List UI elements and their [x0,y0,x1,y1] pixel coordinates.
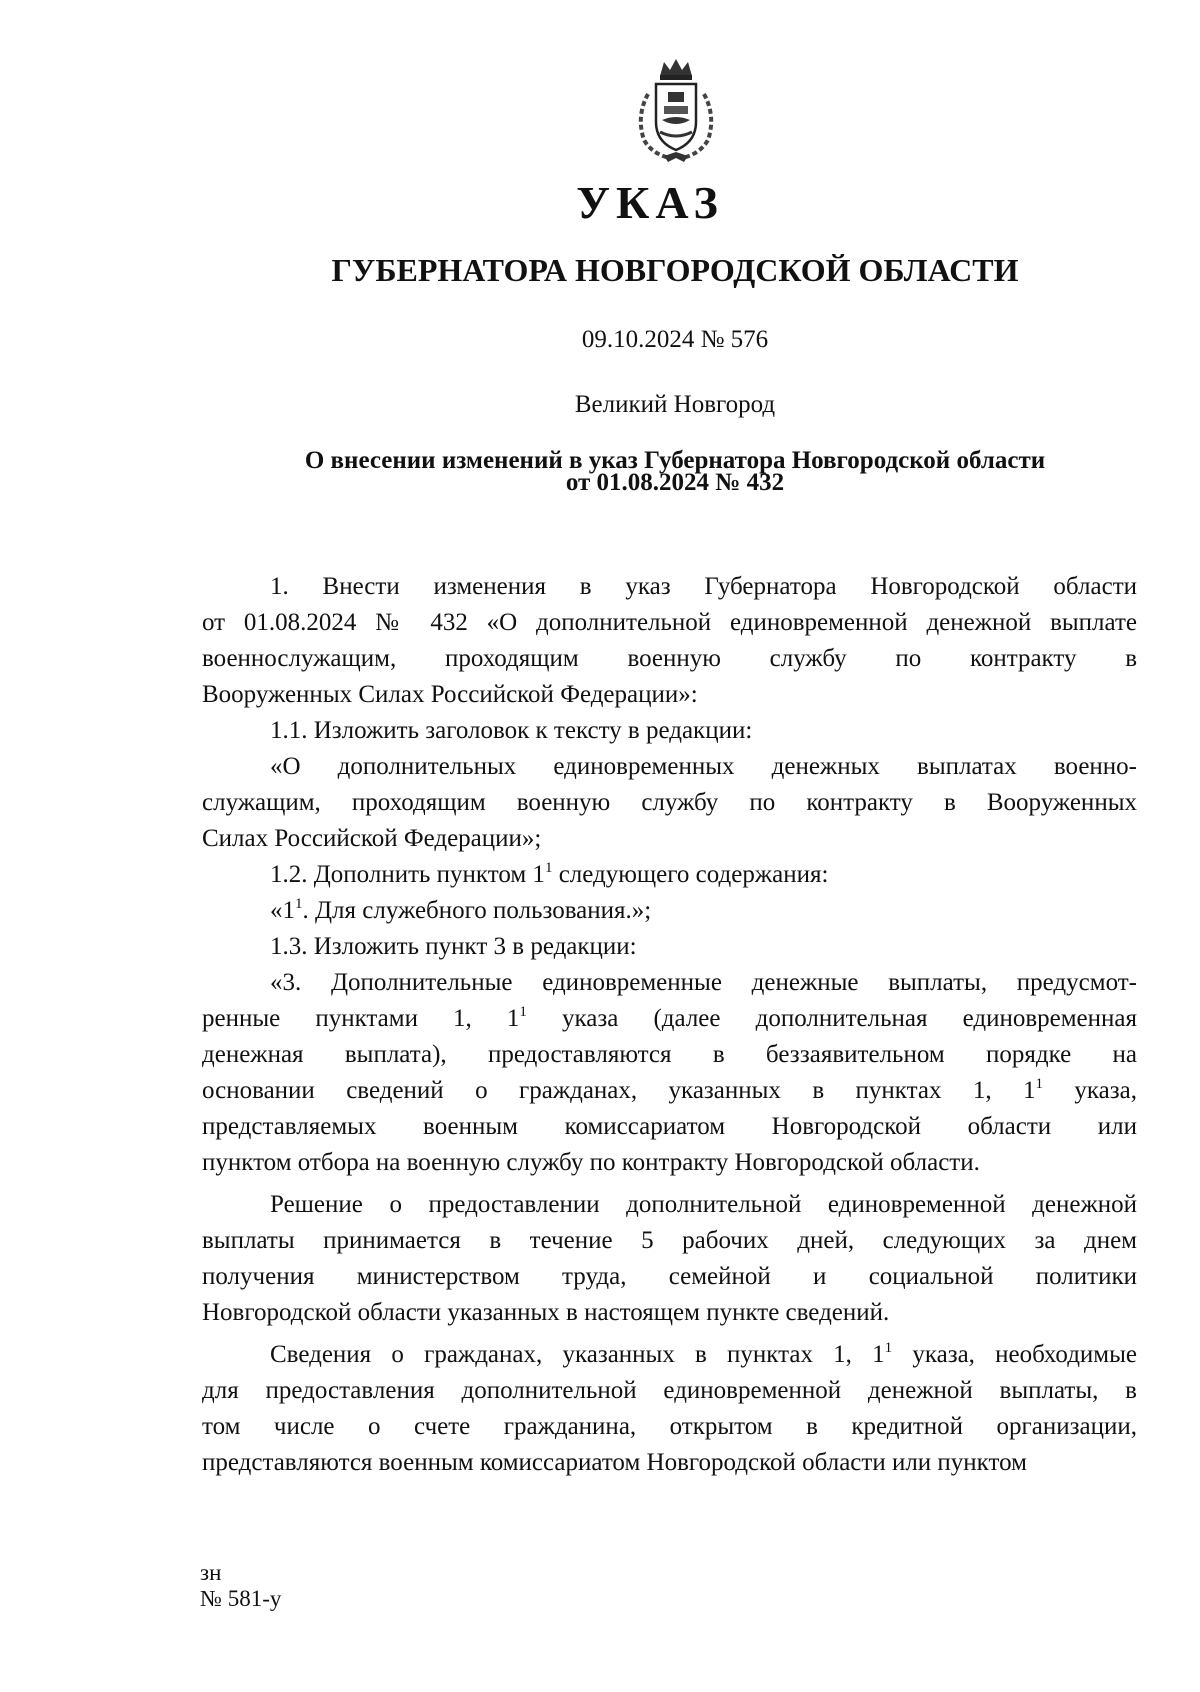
text-span: следующего содержания: [552,861,829,888]
text-span: указа (далее дополнительная единовременная [526,1005,1137,1032]
paragraph-line: 1.3. Изложить пункт 3 в редакции: [270,933,637,960]
paragraph-line: Новгородской области указанных в настоящем пункте сведений. [202,1299,890,1326]
paragraph-line: служащим, проходящим военную службу по контракту в Вооруженных [202,789,1137,816]
document-issuer: ГУБЕРНАТОРА НОВГОРОДСКОЙ ОБЛАСТИ [331,252,1019,288]
heading-line-2: от 01.08.2024 № 432 [565,469,785,496]
superscript: 1 [519,1004,527,1020]
paragraph-line [202,1337,1137,1373]
text-span: 1.2. Дополнить пунктом 1 [270,861,545,888]
superscript: 1 [1035,1076,1043,1092]
paragraph-line: военнослужащим, проходящим военную службу по контракту в [202,645,1137,672]
superscript: 1 [884,1340,893,1356]
text-span: основании сведений о гражданах, указанных в пунктах 1, 1 [202,1077,1036,1104]
superscript: 1 [544,860,553,876]
paragraph-line: «О дополнительных единовременных денежных выплатах военно- [270,753,1137,780]
text-span: указа, [1043,1077,1137,1104]
text-span: указа, необходимые [892,1341,1138,1368]
paragraph-line: том числе о счете гражданина, открытом в кредитной организации, [202,1413,1137,1440]
paragraph-line: представляются военным комиссариатом Новгородской области или пунктом [202,1449,1027,1476]
paragraph-line [202,1073,1137,1109]
document-title: УКАЗ [576,177,724,228]
paragraph-line: от 01.08.2024 № 432 «О дополнительной единовременной денежной выплате [202,609,1137,636]
paragraph-line: 1.1. Изложить заголовок к тексту в редакции: [270,717,753,744]
paragraph-line: 1. Внести изменения в указ Губернатора Новгородской области [270,573,1137,600]
paragraph-line: получения министерством труда, семейной и социальной политики [202,1263,1137,1290]
text-span: «1 [270,897,295,924]
paragraph-line: «3. Дополнительные единовременные денежные выплаты, предусмот- [270,969,1137,996]
document-heading [0,447,1200,496]
document-city: Великий Новгород [574,391,776,418]
text-span: . Для служебного пользования.»; [302,897,652,924]
paragraph-line [202,893,1137,929]
paragraph-line: выплаты принимается в течение 5 рабочих дней, следующих за днем [202,1227,1137,1254]
document-date-number: 09.10.2024 № 576 [581,326,769,353]
document-body [202,569,1137,1481]
paragraph-line: для предоставления дополнительной единовременной денежной выплаты, в [202,1377,1137,1404]
text-span: ренные пунктами 1, 1 [202,1005,520,1032]
footer-reg-number: № 581-у [200,1586,282,1611]
footer-registration [200,1560,281,1612]
paragraph-line: пунктом отбора на военную службу по контракту Новгородской области. [202,1149,980,1176]
text-span: Сведения о гражданах, указанных в пунктах 1, 1 [270,1341,885,1368]
paragraph-line: Силах Российской Федерации»; [202,825,542,852]
superscript: 1 [295,896,303,912]
footer-initials: зн [200,1560,222,1585]
coat-of-arms-icon [630,56,722,164]
paragraph-line: Вооруженных Силах Российской Федерации»: [202,681,698,708]
paragraph-line: представляемых военным комиссариатом Новгородской области или [202,1113,1137,1140]
paragraph-line [202,1001,1137,1037]
paragraph-line [202,857,1137,893]
paragraph-line: Решение о предоставлении дополнительной единовременной денежной [270,1191,1137,1218]
heading-line-1: О внесении изменений в указ Губернатора Новгородской области [304,447,1046,474]
paragraph-line: денежная выплата), предоставляются в беззаявительном порядке на [202,1041,1137,1068]
